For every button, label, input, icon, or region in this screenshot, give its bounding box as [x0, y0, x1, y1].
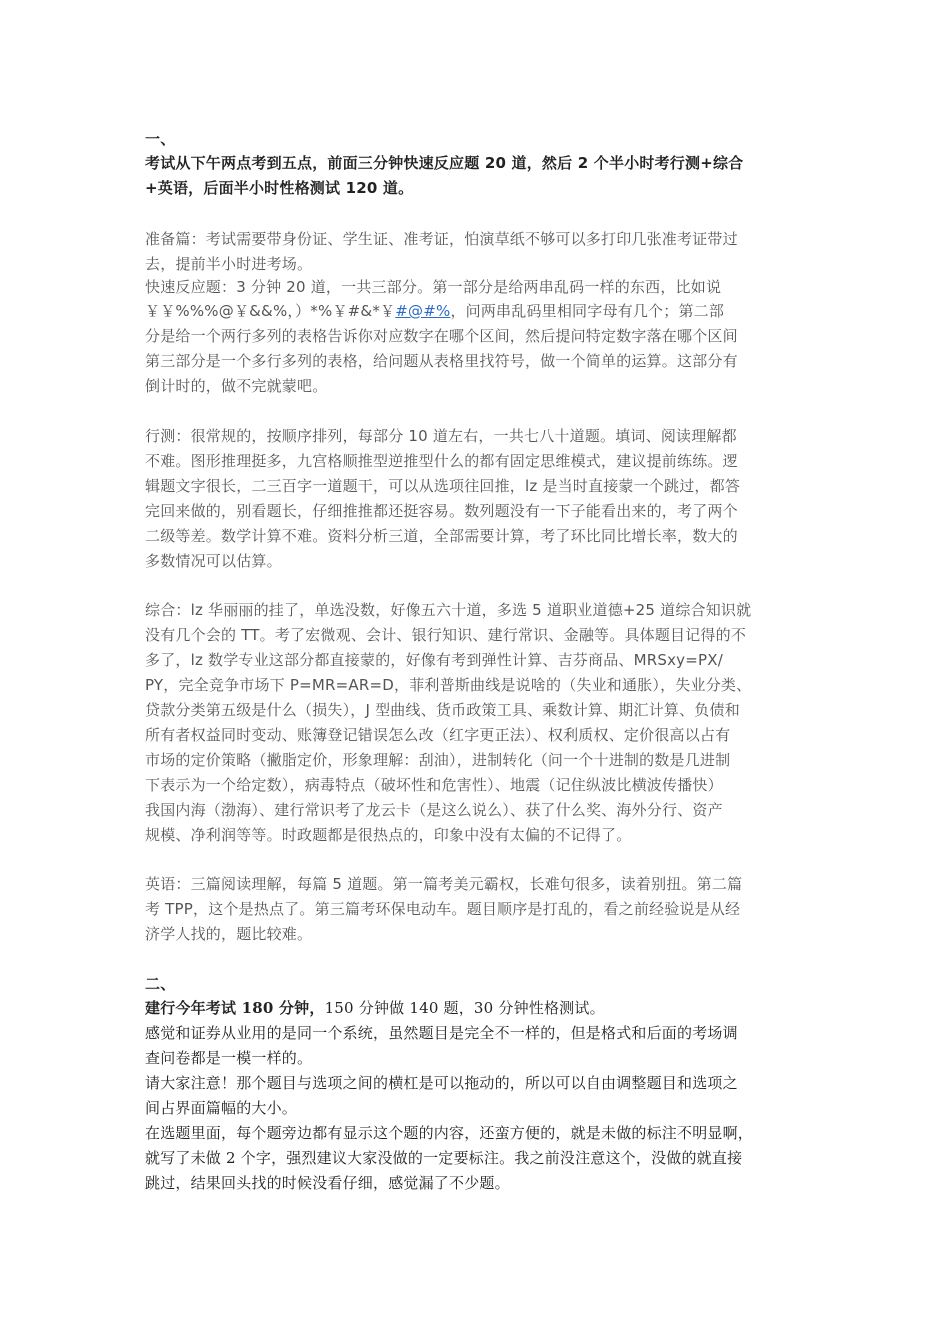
zonghe-paragraph-line: 贷款分类第五级是什么（损失），J 型曲线、货币政策工具、乘数计算、期汇计算、负债和	[145, 701, 740, 719]
english-paragraph-line: 英语：三篇阅读理解，每篇 5 道题。第一篇考美元霸权，长难句很多，读着别扭。第二篇	[145, 875, 743, 893]
quick-paragraph-line: 第三部分是一个多行多列的表格，给问题从表格里找符号，做一个简单的运算。这部分有	[145, 352, 738, 370]
section-2-body-line: 感觉和证券从业用的是同一个系统，虽然题目是完全不一样的，但是格式和后面的考场调	[145, 1024, 738, 1042]
section-2-body-line: 就写了未做 2 个字，强烈建议大家没做的一定要标注。我之前没注意这个，没做的就直接	[145, 1149, 743, 1167]
quick-paragraph-line	[145, 301, 724, 321]
xingce-paragraph-line: 完回来做的，别看题长，仔细推推都还挺容易。数列题没有一下子能看出来的，考了两个	[145, 502, 738, 520]
zonghe-paragraph-line: 市场的定价策略（撇脂定价，形象理解：刮油），进制转化（问一个十进制的数是几进制	[145, 751, 731, 769]
section-2-body-line: 请大家注意！那个题目与选项之间的横杠是可以拖动的，所以可以自由调整题目和选项之	[145, 1074, 738, 1092]
garbled-link[interactable]: #@#%	[395, 302, 451, 320]
section-2-body-line: 跳过，结果回头找的时候没看仔细，感觉漏了不少题。	[145, 1174, 510, 1192]
quick-paragraph-text: ，问两串乱码里相同字母有几个；第二部	[450, 302, 725, 320]
english-paragraph-line: 考 TPP，这个是热点了。第三篇考环保电动车。题目顺序是打乱的，看之前经验说是从经	[145, 900, 741, 918]
zonghe-paragraph-line: PY，完全竞争市场下 P=MR=AR=D，菲利普斯曲线是说啥的（失业和通胀），失业分类、	[145, 676, 752, 694]
prep-paragraph-line: 准备篇：考试需要带身份证、学生证、准考证，怕演草纸不够可以多打印几张准考证带过	[145, 230, 738, 248]
zonghe-paragraph-line: 综合：lz 华丽丽的挂了，单选没数，好像五六十道，多选 5 道职业道德+25 道综合知识就	[145, 601, 752, 619]
zonghe-paragraph-line: 我国内海（渤海）、建行常识考了龙云卡（是这么说么）、获了什么奖、海外分行、资产	[145, 801, 723, 819]
garbled-sample-text: ￥￥%%%@￥&&%，）*%￥#&*￥	[145, 302, 396, 320]
zonghe-paragraph-line: 多了，lz 数学专业这部分都直接蒙的，好像有考到弹性计算、吉芬商品、MRSxy=PX/	[145, 651, 723, 669]
section-2-heading: 二、	[145, 975, 176, 993]
section-2-lead-text: 150 分钟做 140 题，30 分钟性格测试。	[324, 999, 605, 1017]
xingce-paragraph-line: 辑题文字很长，二三百字一道题干，可以从选项往回推，lz 是当时直接蒙一个跳过，都答	[145, 477, 741, 495]
english-paragraph-line: 济学人找的，题比较难。	[145, 925, 313, 943]
xingce-paragraph-line: 行测：很常规的，按顺序排列，每部分 10 道左右，一共七八十道题。填词、阅读理解都	[145, 427, 737, 445]
quick-paragraph-line: 快速反应题：3 分钟 20 道，一共三部分。第一部分是给两串乱码一样的东西，比如说	[145, 278, 722, 296]
quick-paragraph-line: 分是给一个两行多列的表格告诉你对应数字在哪个区间，然后提问特定数字落在哪个区间	[145, 327, 738, 345]
zonghe-paragraph-line: 规模、净利润等等。时政题都是很热点的，印象中没有太偏的不记得了。	[145, 826, 632, 844]
section-1-intro-line: 考试从下午两点考到五点，前面三分钟快速反应题 20 道，然后 2 个半小时考行测+综合	[145, 154, 744, 172]
section-1-intro-line: +英语，后面半小时性格测试 120 道。	[145, 179, 414, 197]
prep-paragraph-line: 去，提前半小时进考场。	[145, 255, 313, 273]
section-2-body-line: 在选题里面，每个题旁边都有显示这个题的内容，还蛮方便的，就是未做的标注不明显啊，	[145, 1124, 754, 1142]
zonghe-paragraph-line: 没有几个会的 TT。考了宏微观、会计、银行知识、建行常识、金融等。具体题目记得的不	[145, 626, 747, 644]
section-1-heading: 一、	[145, 130, 176, 148]
section-2-body-line: 查问卷都是一模一样的。	[145, 1049, 313, 1067]
section-2-body-line: 间占界面篇幅的大小。	[145, 1099, 298, 1117]
zonghe-paragraph-line: 下表示为一个给定数），病毒特点（破坏性和危害性）、地震（记住纵波比横波传播快）	[145, 776, 723, 794]
xingce-paragraph-line: 多数情况可以估算。	[145, 552, 282, 570]
zonghe-paragraph-line: 所有者权益同时变动、账簿登记错误怎么改（红字更正法）、权利质权、定价很高以占有	[145, 726, 731, 744]
section-2-lead-line	[145, 998, 605, 1018]
xingce-paragraph-line: 二级等差。数学计算不难。资料分析三道，全部需要计算，考了环比同比增长率，数大的	[145, 527, 738, 545]
section-2-lead-bold: 建行今年考试 180 分钟，	[145, 999, 325, 1017]
xingce-paragraph-line: 不难。图形推理挺多，九宫格顺推型逆推型什么的都有固定思维模式，建议提前练练。逻	[145, 452, 738, 470]
quick-paragraph-line: 倒计时的，做不完就蒙吧。	[145, 377, 328, 395]
